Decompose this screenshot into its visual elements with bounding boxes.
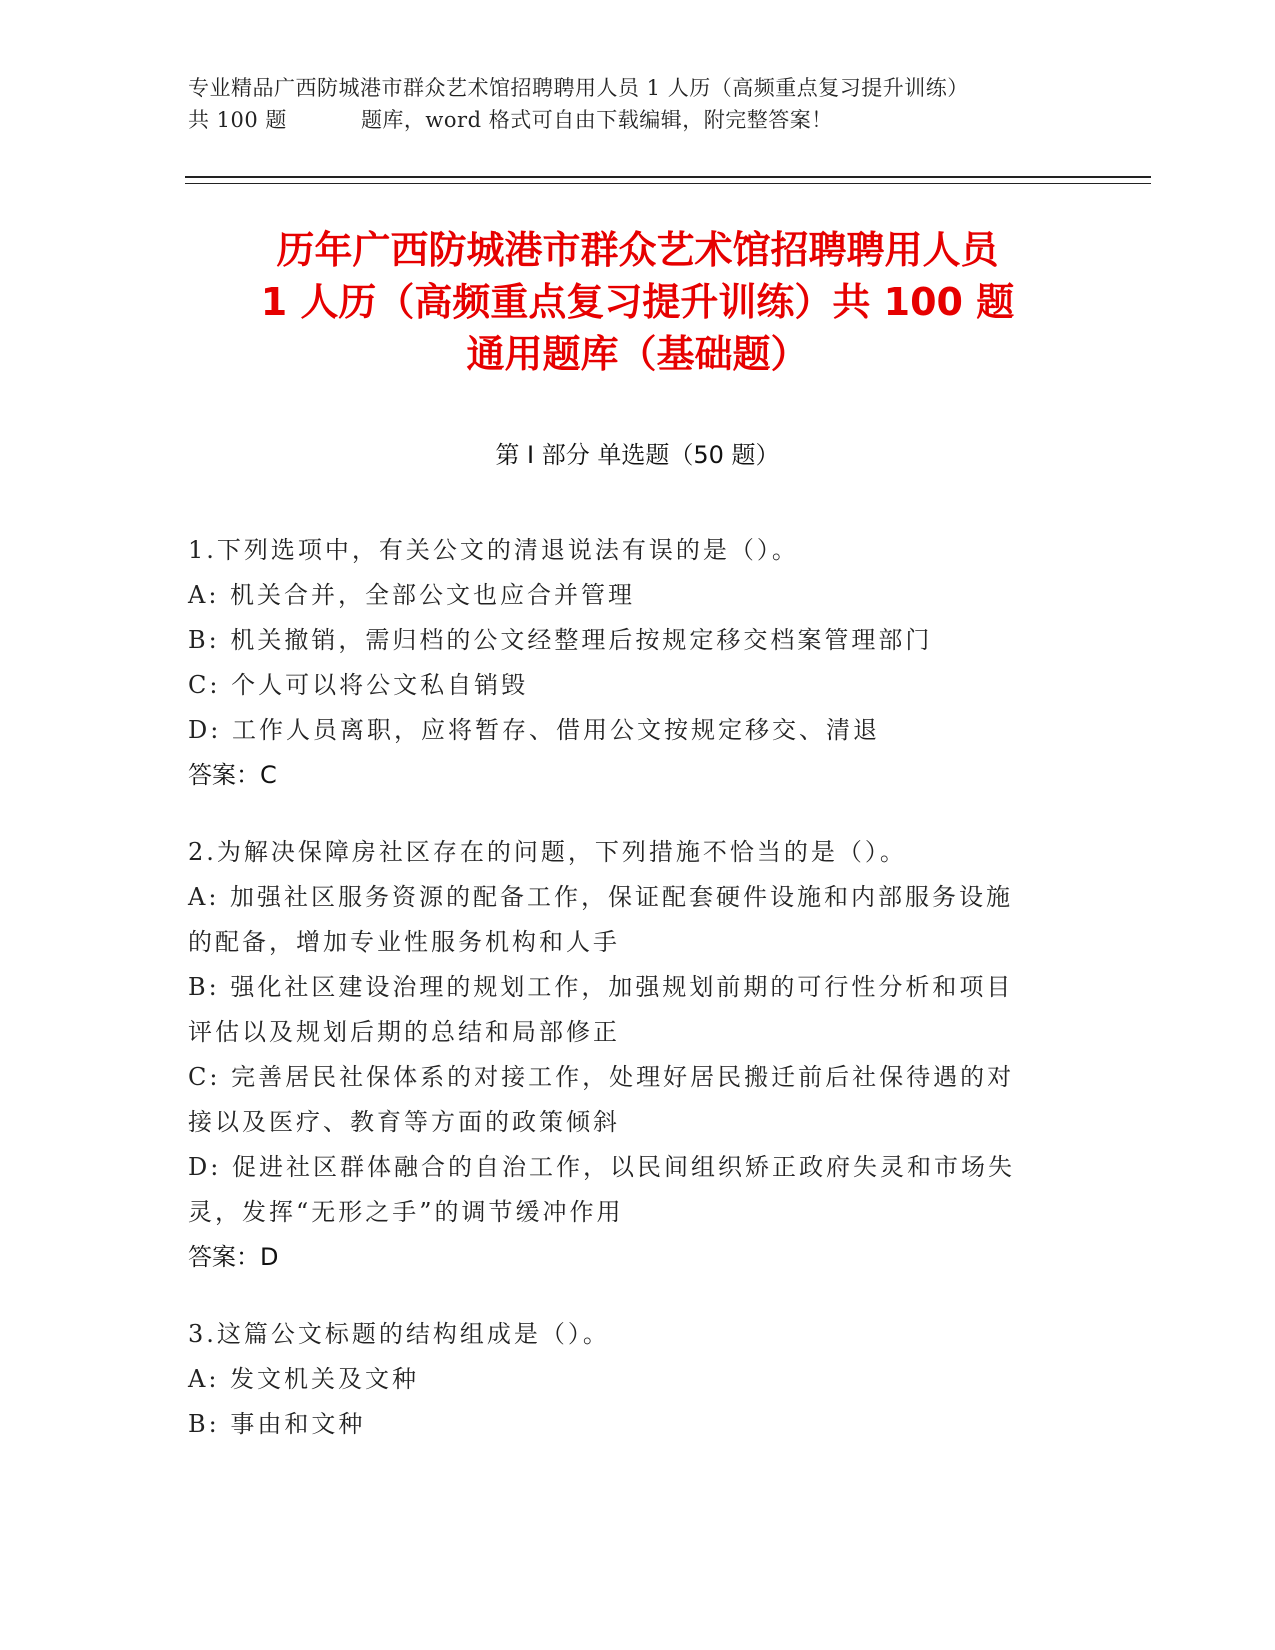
option-a-continued: 的配备，增加专业性服务机构和人手: [188, 928, 620, 956]
answer-line: 答案：D: [188, 1243, 279, 1271]
option-c: C: 个人可以将公文私自销毁: [188, 671, 529, 699]
title-line-2: 1 人历（高频重点复习提升训练）共 100 题: [260, 280, 1015, 324]
header-divider-thin: [185, 183, 1151, 184]
option-d: D: 工作人员离职，应将暂存、借用公文按规定移交、清退: [188, 716, 880, 744]
title-line-1: 历年广西防城港市群众艺术馆招聘聘用人员: [276, 228, 999, 272]
header-line-2-right: 题库，word 格式可自由下载编辑，附完整答案！: [360, 108, 833, 132]
page-header: [188, 72, 1088, 136]
option-c-continued: 接以及医疗、教育等方面的政策倾斜: [188, 1108, 620, 1136]
question-1: [188, 528, 1068, 798]
option-b: B: 事由和文种: [188, 1410, 366, 1438]
header-divider-thick: [185, 176, 1151, 178]
title-line-3: 通用题库（基础题）: [466, 332, 809, 376]
option-b: B: 机关撤销，需归档的公文经整理后按规定移交档案管理部门: [188, 626, 933, 654]
header-line-2-left: 共 100 题: [188, 108, 287, 132]
section-title: 第 I 部分 单选题（50 题）: [495, 441, 780, 469]
question-stem: 2.为解决保障房社区存在的问题，下列措施不恰当的是（）。: [188, 838, 907, 866]
question-list: [188, 528, 1068, 1479]
option-a: A: 发文机关及文种: [188, 1365, 420, 1393]
option-b: B: 强化社区建设治理的规划工作，加强规划前期的可行性分析和项目: [188, 973, 1014, 1001]
option-d-continued: 灵，发挥“无形之手”的调节缓冲作用: [188, 1198, 624, 1226]
header-line-1: 专业精品广西防城港市群众艺术馆招聘聘用人员 1 人历（高频重点复习提升训练）: [188, 76, 969, 100]
header-line-2: [188, 104, 1088, 136]
answer-line: 答案：C: [188, 761, 277, 789]
question-3: [188, 1312, 1068, 1447]
question-stem: 1.下列选项中，有关公文的清退说法有误的是（）。: [188, 536, 799, 564]
option-a: A: 加强社区服务资源的配备工作，保证配套硬件设施和内部服务设施: [188, 883, 1014, 911]
document-title: [120, 224, 1155, 380]
question-stem: 3.这篇公文标题的结构组成是（）。: [188, 1320, 610, 1348]
option-c: C: 完善居民社保体系的对接工作，处理好居民搬迁前后社保待遇的对: [188, 1063, 1015, 1091]
question-2: [188, 830, 1068, 1280]
option-a: A: 机关合并，全部公文也应合并管理: [188, 581, 636, 609]
option-b-continued: 评估以及规划后期的总结和局部修正: [188, 1018, 620, 1046]
option-d: D: 促进社区群体融合的自治工作，以民间组织矫正政府失灵和市场失: [188, 1153, 1015, 1181]
